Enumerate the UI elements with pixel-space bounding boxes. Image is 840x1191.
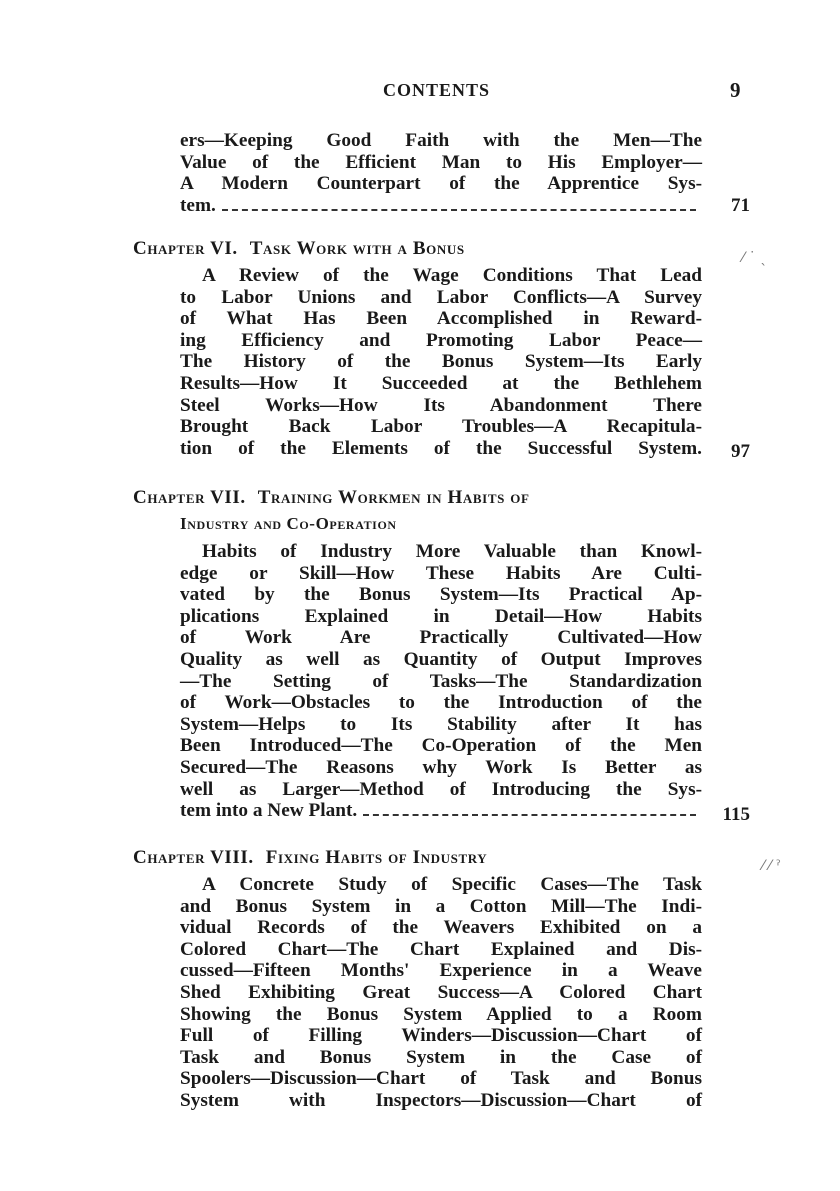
chapter-title: Task Work with a Bonus [249, 238, 465, 259]
summary-line: tem. [180, 194, 216, 216]
page-reference: 71 [731, 195, 750, 216]
chapter-title-continued: Industry and Co-Operation [180, 514, 397, 533]
summary-line: A Review of the Wage Conditions That Lead [202, 265, 702, 286]
summary-line: A Concrete Study of Specific Cases—The Task [202, 874, 702, 895]
summary-line: System with Inspectors—Discussion—Chart of [180, 1089, 702, 1111]
running-head [0, 78, 840, 104]
summary-line: Secured—The Reasons why Work Is Better as [180, 756, 702, 778]
summary-line: of Work Are Practically Cultivated—How [180, 627, 702, 649]
chapter-summary [180, 541, 702, 822]
chapter-heading [133, 487, 530, 509]
summary-last-line [180, 800, 702, 822]
margin-mark: ⁄ ⁄ ˀ [762, 858, 781, 874]
chapter-summary [180, 130, 702, 216]
chapter-label: Chapter VIII. [133, 847, 254, 868]
running-title: CONTENTS [383, 80, 491, 100]
chapter-label: Chapter VII. [133, 487, 246, 508]
summary-line: Been Introduced—The Co-Operation of the Men [180, 735, 702, 757]
summary-line: Spoolers—Discussion—Chart of Task and Bonus [180, 1068, 702, 1090]
summary-line: ers—Keeping Good Faith with the Men—The [180, 130, 702, 151]
summary-line: Habits of Industry More Valuable than Knowl- [202, 541, 702, 562]
summary-line: Steel Works—How Its Abandonment There [180, 394, 702, 416]
chapter-title: Training Workmen in Habits of [257, 487, 530, 508]
summary-line: of Work—Obstacles to the Introduction of the [180, 692, 702, 714]
chapter-heading [133, 238, 465, 260]
dot-leader [222, 208, 696, 211]
summary-line: Colored Chart—The Chart Explained and Dis- [180, 938, 702, 960]
summary-line: ing Efficiency and Promoting Labor Peace— [180, 329, 702, 351]
summary-line: Showing the Bonus System Applied to a Room [180, 1003, 702, 1025]
summary-line: and Bonus System in a Cotton Mill—The Indi- [180, 895, 702, 917]
margin-mark: ⁄ ˙ ˎ [742, 250, 768, 266]
summary-line: tem into a New Plant. [180, 800, 358, 822]
summary-line: A Modern Counterpart of the Apprentice Sys- [180, 173, 702, 195]
summary-line: of What Has Been Accomplished in Reward- [180, 308, 702, 330]
summary-line: to Labor Unions and Labor Conflicts—A Survey [180, 286, 702, 308]
summary-line: Shed Exhibiting Great Success—A Colored Chart [180, 981, 702, 1003]
chapter-heading [133, 847, 487, 869]
summary-line: Quality as well as Quantity of Output Improves [180, 648, 702, 670]
chapter-summary [180, 874, 702, 1112]
chapter-title: Fixing Habits of Industry [265, 847, 488, 868]
page-number: 9 [730, 78, 741, 102]
chapter-summary [180, 265, 702, 459]
summary-line: Brought Back Labor Troubles—A Recapitula- [180, 416, 702, 438]
summary-line: —The Setting of Tasks—The Standardization [180, 670, 702, 692]
summary-line: Results—How It Succeeded at the Bethlehem [180, 372, 702, 394]
summary-line: System—Helps to Its Stability after It has [180, 713, 702, 735]
chapter-label: Chapter VI. [133, 238, 238, 259]
summary-last-line [180, 195, 702, 217]
summary-line: edge or Skill—How These Habits Are Culti- [180, 562, 702, 584]
page-reference: 115 [722, 804, 750, 825]
summary-line: Full of Filling Winders—Discussion—Chart of [180, 1025, 702, 1047]
summary-line: vidual Records of the Weavers Exhibited on a [180, 917, 702, 939]
summary-line: plications Explained in Detail—How Habits [180, 605, 702, 627]
summary-line: well as Larger—Method of Introducing the Sys- [180, 778, 702, 800]
summary-line: Value of the Efficient Man to His Employer— [180, 151, 702, 173]
dot-leader [363, 813, 696, 816]
summary-line: vated by the Bonus System—Its Practical Ap- [180, 584, 702, 606]
page-reference: 97 [731, 441, 750, 462]
summary-line: tion of the Elements of the Successful System. [180, 437, 702, 459]
summary-line: Task and Bonus System in the Case of [180, 1046, 702, 1068]
summary-line: The History of the Bonus System—Its Early [180, 351, 702, 373]
summary-line: cussed—Fifteen Months' Experience in a Weave [180, 960, 702, 982]
